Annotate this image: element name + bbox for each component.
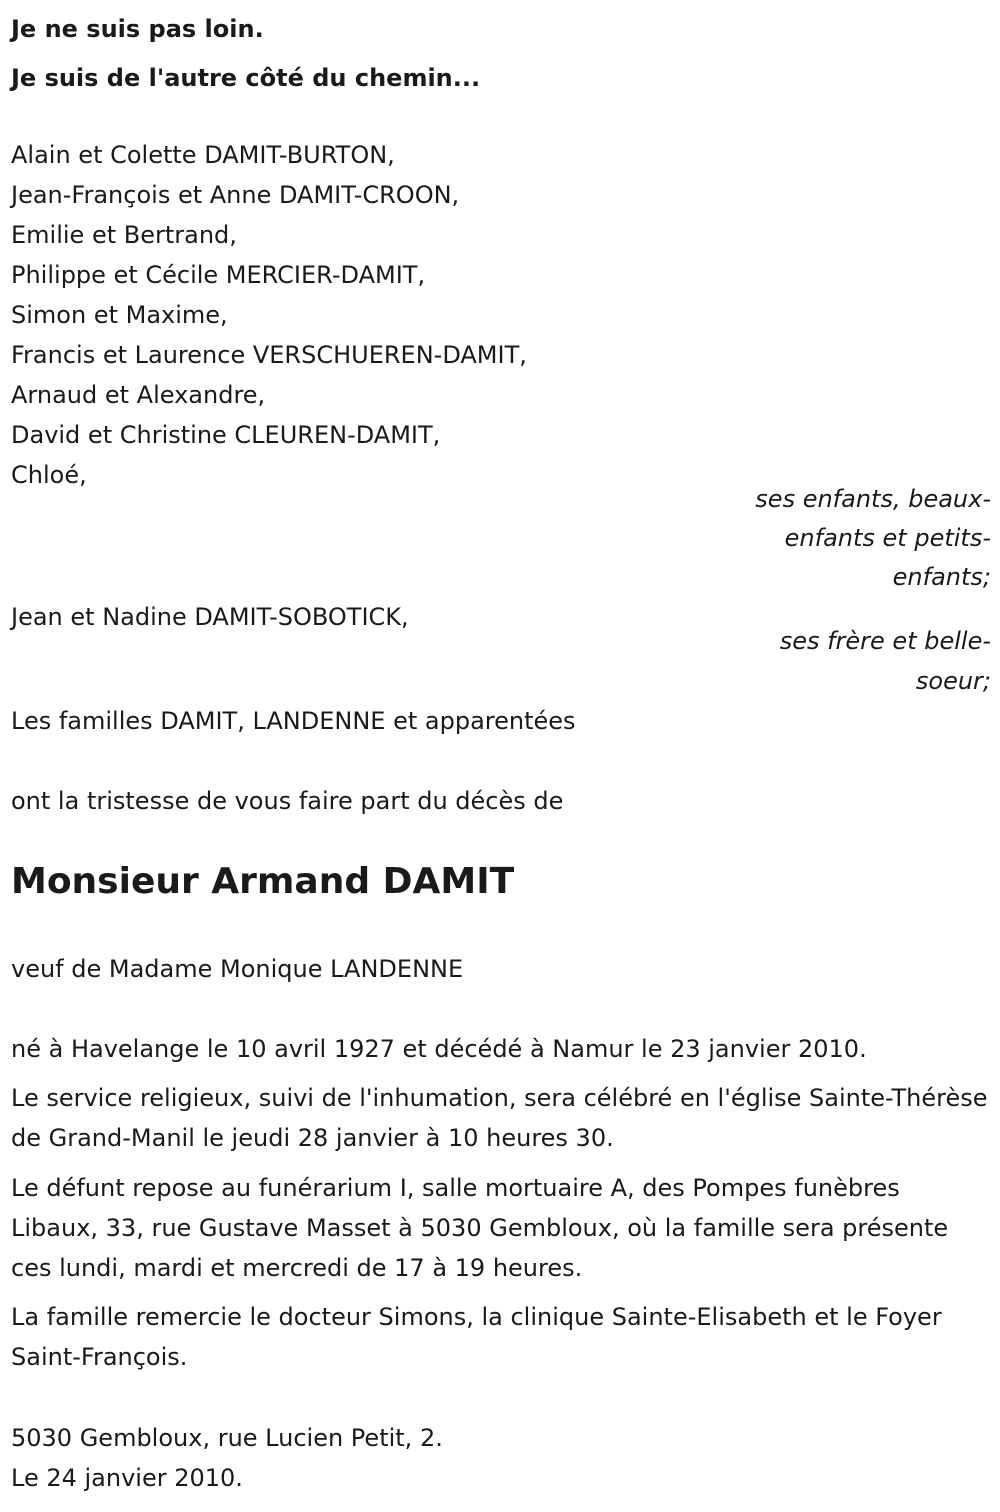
family-member: Francis et Laurence VERSCHUEREN-DAMIT, — [11, 341, 527, 369]
obituary-page — [11, 0, 991, 1512]
relation-line: soeur; — [915, 667, 991, 695]
family-member: Arnaud et Alexandre, — [11, 381, 266, 409]
service-paragraph: Le service religieux, suivi de l'inhumation, sera célébré en l'église Sainte-Thérèse de Grand-Manil le jeudi 28 janvier à 10 heures 30. — [11, 1084, 988, 1152]
relation-line: enfants et petits- — [784, 524, 991, 552]
family-member: Emilie et Bertrand, — [11, 221, 237, 249]
widower-line: veuf de Madame Monique LANDENNE — [11, 955, 464, 983]
family-member: Simon et Maxime, — [11, 301, 228, 329]
relation-line: ses frère et belle- — [779, 627, 991, 655]
epigraph-line-1: Je ne suis pas loin. — [11, 15, 264, 43]
rest-place-paragraph: Le défunt repose au funérarium I, salle mortuaire A, des Pompes funèbres Libaux, 33, rue Gustave Masset à 5030 Gembloux, où la famille sera présente ces lundi, mardi et mercredi de 17 à 19 heures. — [11, 1174, 949, 1282]
date-line: Le 24 janvier 2010. — [11, 1464, 243, 1492]
family-member: Chloé, — [11, 461, 87, 489]
thanks-paragraph: La famille remercie le docteur Simons, la clinique Sainte-Elisabeth et le Foyer Saint-François. — [11, 1303, 942, 1371]
sibling-name: Jean et Nadine DAMIT-SOBOTICK, — [11, 603, 409, 631]
family-member: Philippe et Cécile MERCIER-DAMIT, — [11, 261, 426, 289]
family-member: Jean-François et Anne DAMIT-CROON, — [11, 181, 460, 209]
relation-line: ses enfants, beaux- — [755, 485, 991, 513]
families-line: Les familles DAMIT, LANDENNE et apparentées — [11, 707, 576, 735]
relation-line: enfants; — [892, 563, 991, 591]
address-line: 5030 Gembloux, rue Lucien Petit, 2. — [11, 1424, 443, 1452]
epigraph-line-2: Je suis de l'autre côté du chemin... — [11, 64, 481, 92]
family-member: Alain et Colette DAMIT-BURTON, — [11, 141, 395, 169]
birth-death-paragraph: né à Havelange le 10 avril 1927 et décédé à Namur le 23 janvier 2010. — [11, 1035, 867, 1063]
family-member: David et Christine CLEUREN-DAMIT, — [11, 421, 441, 449]
announcement-line: ont la tristesse de vous faire part du décès de — [11, 787, 564, 815]
deceased-name: Monsieur Armand DAMIT — [11, 861, 515, 902]
